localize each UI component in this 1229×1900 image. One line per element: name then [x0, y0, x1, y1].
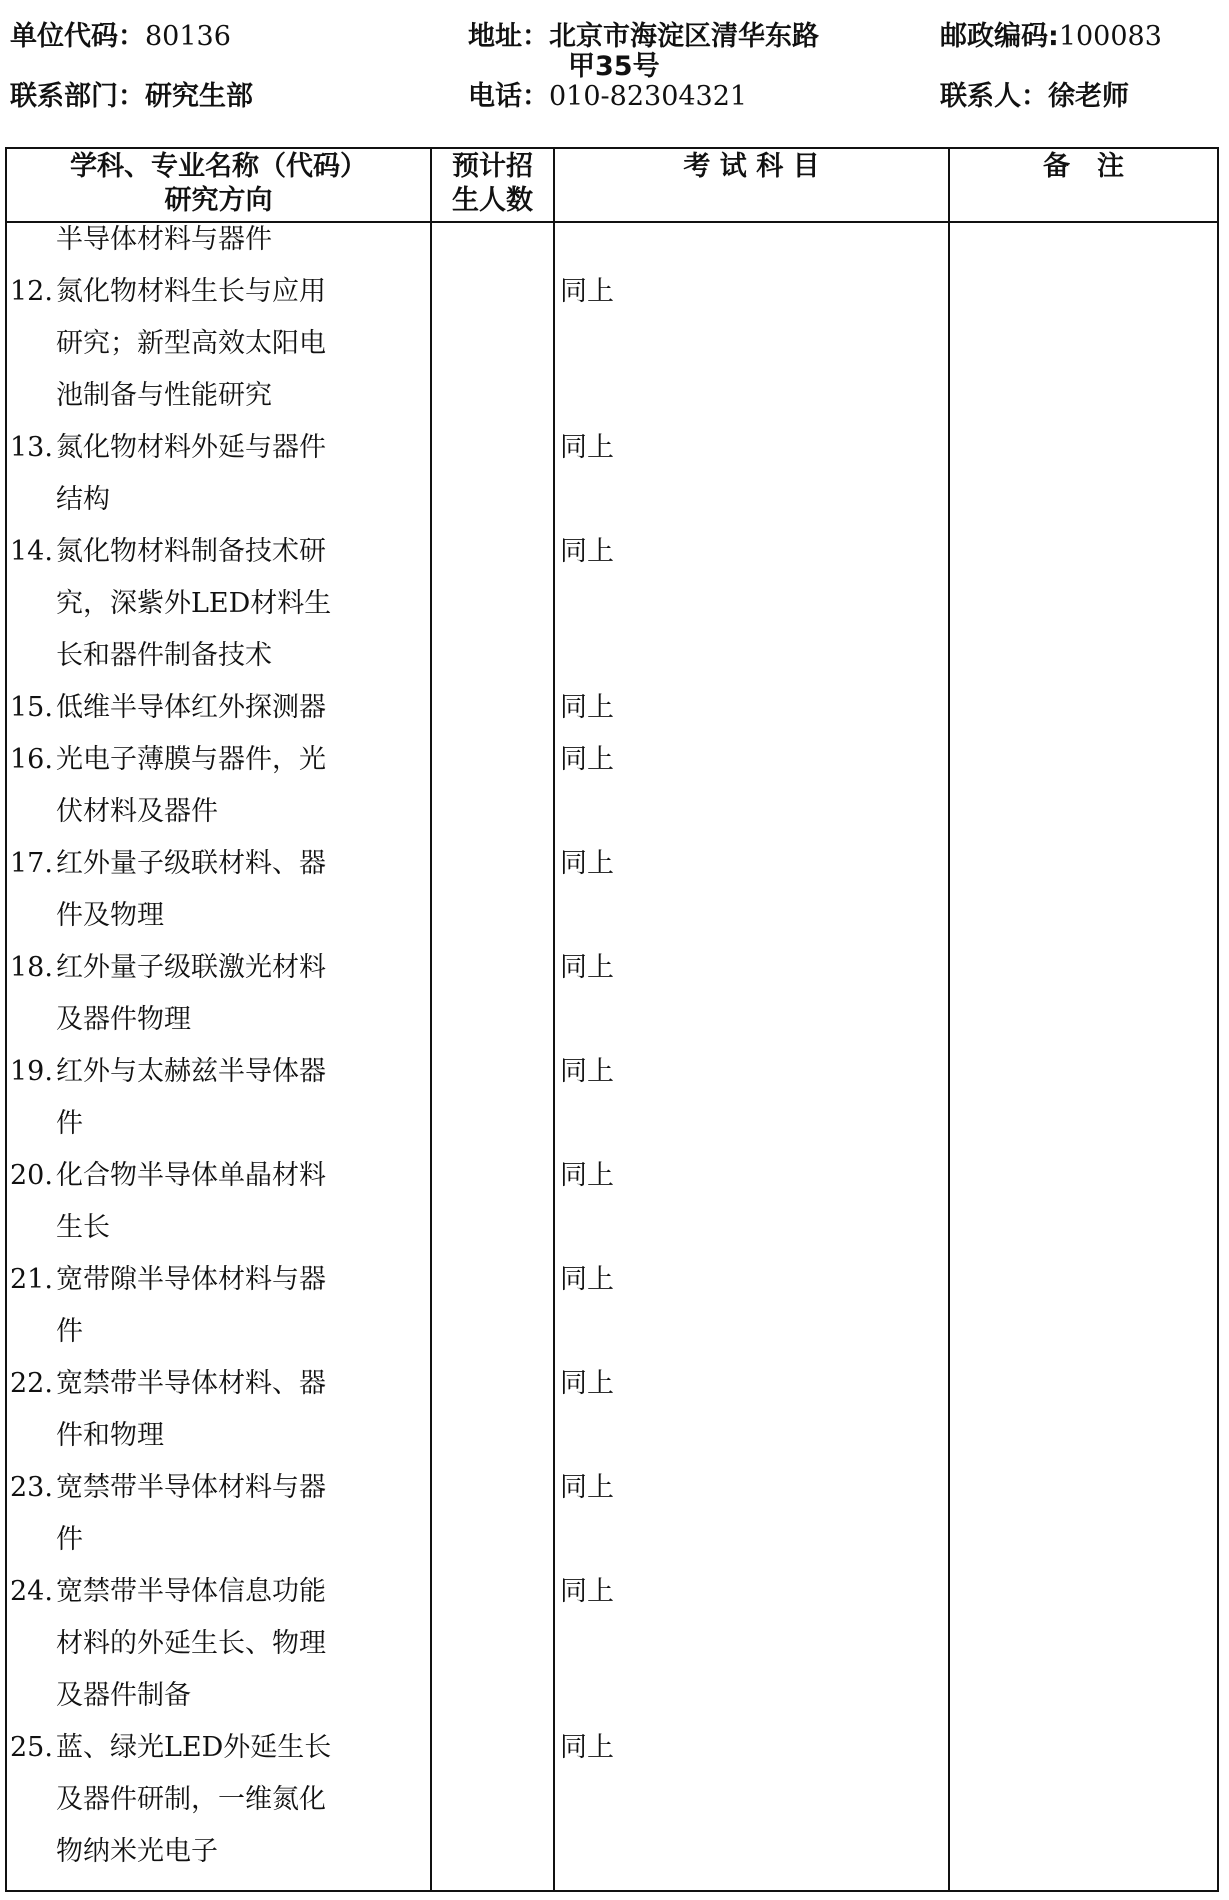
contact-label: 联系人：	[940, 81, 1048, 112]
table-row-cont	[10, 1306, 83, 1358]
direction-text: 氮化物材料生长与应用	[56, 276, 326, 307]
exam-cell: 同上	[560, 1056, 614, 1087]
direction-text: 件	[56, 1524, 83, 1555]
table-row-cont	[10, 370, 272, 422]
dept-line	[10, 80, 253, 114]
direction-text: 材料的外延生长、物理	[56, 1628, 326, 1659]
table-row	[10, 838, 326, 890]
table-row	[10, 734, 326, 786]
direction-text: 低维半导体红外探测器	[56, 692, 326, 723]
col-header-notes	[950, 150, 1217, 184]
exam-cell: 同上	[560, 1160, 614, 1191]
col-header-enrollment-line2: 生人数	[452, 185, 533, 216]
phone-value: 010-82304321	[549, 81, 748, 112]
row-number: 18.	[10, 952, 53, 983]
direction-text: 化合物半导体单晶材料	[56, 1160, 326, 1191]
exam-cell: 同上	[560, 1368, 614, 1399]
unit-code-label: 单位代码：	[10, 21, 145, 52]
exam-cell: 同上	[560, 1472, 614, 1503]
direction-text: 宽禁带半导体材料、器	[56, 1368, 326, 1399]
address-label: 地址：	[468, 21, 549, 52]
direction-text: 宽禁带半导体信息功能	[56, 1576, 326, 1607]
address-line-2	[568, 50, 660, 84]
table-row	[10, 682, 326, 734]
address-line	[468, 20, 819, 54]
contact-line	[940, 80, 1129, 114]
postal-code-label: 邮政编码:	[940, 21, 1059, 52]
table-row-cont	[10, 318, 326, 370]
continued-text: 半导体材料与器件	[56, 224, 272, 255]
direction-text: 氮化物材料外延与器件	[56, 432, 326, 463]
col-header-major	[7, 150, 430, 218]
table-row-cont	[10, 994, 191, 1046]
table-row	[10, 942, 326, 994]
direction-text: 光电子薄膜与器件，光	[56, 744, 326, 775]
table-row-cont	[10, 786, 218, 838]
row-number: 15.	[10, 692, 53, 723]
exam-cell: 同上	[560, 432, 614, 463]
exam-cell: 同上	[560, 952, 614, 983]
direction-text: 氮化物材料制备技术研	[56, 536, 326, 567]
postal-code-value: 100083	[1058, 21, 1162, 52]
row-number: 19.	[10, 1056, 53, 1087]
dept-label: 联系部门：	[10, 81, 145, 112]
phone-line	[468, 80, 747, 114]
continued-line	[10, 214, 272, 266]
col-header-major-line2: 研究方向	[164, 185, 273, 216]
col-header-enrollment-line1: 预计招	[452, 151, 533, 182]
row-number: 13.	[10, 432, 53, 463]
column-divider	[553, 147, 555, 1892]
table-row-cont	[10, 578, 331, 630]
row-number: 17.	[10, 848, 53, 879]
col-header-exam	[555, 150, 948, 184]
direction-text: 件	[56, 1108, 83, 1139]
row-number: 25.	[10, 1732, 53, 1763]
table-row	[10, 1150, 326, 1202]
table-row	[10, 1462, 326, 1514]
col-header-major-line1: 学科、专业名称（代码）	[70, 151, 367, 182]
direction-text: 蓝、绿光LED外延生长	[56, 1732, 332, 1763]
direction-text: 红外量子级联材料、器	[56, 848, 326, 879]
direction-text: 宽带隙半导体材料与器	[56, 1264, 326, 1295]
table-row	[10, 1566, 326, 1618]
phone-label: 电话：	[468, 81, 549, 112]
direction-text: 及器件研制，一维氮化	[56, 1784, 326, 1815]
exam-cell: 同上	[560, 276, 614, 307]
direction-text: 及器件物理	[56, 1004, 191, 1035]
exam-cell: 同上	[560, 744, 614, 775]
exam-cell: 同上	[560, 692, 614, 723]
direction-text: 红外量子级联激光材料	[56, 952, 326, 983]
table-row-cont	[10, 1774, 326, 1826]
direction-text: 物纳米光电子	[56, 1836, 218, 1867]
table-row	[10, 1046, 326, 1098]
table-row-cont	[10, 474, 110, 526]
table-row-cont	[10, 630, 272, 682]
direction-text: 生长	[56, 1212, 110, 1243]
address-value-1: 北京市海淀区清华东路	[549, 21, 819, 52]
row-number: 24.	[10, 1576, 53, 1607]
row-number: 14.	[10, 536, 53, 567]
row-number: 21.	[10, 1264, 53, 1295]
postal-code-line	[940, 20, 1162, 54]
row-number: 16.	[10, 744, 53, 775]
row-number: 23.	[10, 1472, 53, 1503]
table-row	[10, 526, 326, 578]
row-number: 22.	[10, 1368, 53, 1399]
exam-cell: 同上	[560, 536, 614, 567]
table-row-cont	[10, 1410, 164, 1462]
exam-cell: 同上	[560, 1732, 614, 1763]
address-value-2: 甲35号	[568, 51, 660, 82]
table-row	[10, 1254, 326, 1306]
direction-text: 件	[56, 1316, 83, 1347]
col-header-notes-line1: 备 注	[1043, 151, 1124, 182]
table-row	[10, 1722, 331, 1774]
direction-text: 究，深紫外LED材料生	[56, 588, 332, 619]
direction-text: 结构	[56, 484, 110, 515]
col-header-exam-line1: 考 试 科 目	[683, 151, 820, 182]
table-row-cont	[10, 1618, 326, 1670]
direction-text: 红外与太赫兹半导体器	[56, 1056, 326, 1087]
col-header-enrollment	[432, 150, 553, 218]
direction-text: 宽禁带半导体材料与器	[56, 1472, 326, 1503]
unit-code-line	[10, 20, 231, 54]
column-divider	[430, 147, 432, 1892]
row-number: 20.	[10, 1160, 53, 1191]
exam-cell: 同上	[560, 848, 614, 879]
direction-text: 及器件制备	[56, 1680, 191, 1711]
table-row-cont	[10, 890, 164, 942]
exam-cell: 同上	[560, 1264, 614, 1295]
direction-text: 池制备与性能研究	[56, 380, 272, 411]
table-row	[10, 266, 326, 318]
exam-cell: 同上	[560, 1576, 614, 1607]
table-row-cont	[10, 1514, 83, 1566]
row-number: 12.	[10, 276, 53, 307]
unit-code-value: 80136	[145, 21, 231, 52]
table-row-cont	[10, 1202, 110, 1254]
table-row	[10, 1358, 326, 1410]
direction-text: 件和物理	[56, 1420, 164, 1451]
table-row-cont	[10, 1670, 191, 1722]
table-row	[10, 422, 326, 474]
direction-text: 长和器件制备技术	[56, 640, 272, 671]
dept-value: 研究生部	[145, 81, 253, 112]
table-row-cont	[10, 1098, 83, 1150]
direction-text: 研究；新型高效太阳电	[56, 328, 326, 359]
direction-text: 件及物理	[56, 900, 164, 931]
direction-text: 伏材料及器件	[56, 796, 218, 827]
column-divider	[948, 147, 950, 1892]
contact-value: 徐老师	[1048, 81, 1129, 112]
table-row-cont	[10, 1826, 218, 1878]
